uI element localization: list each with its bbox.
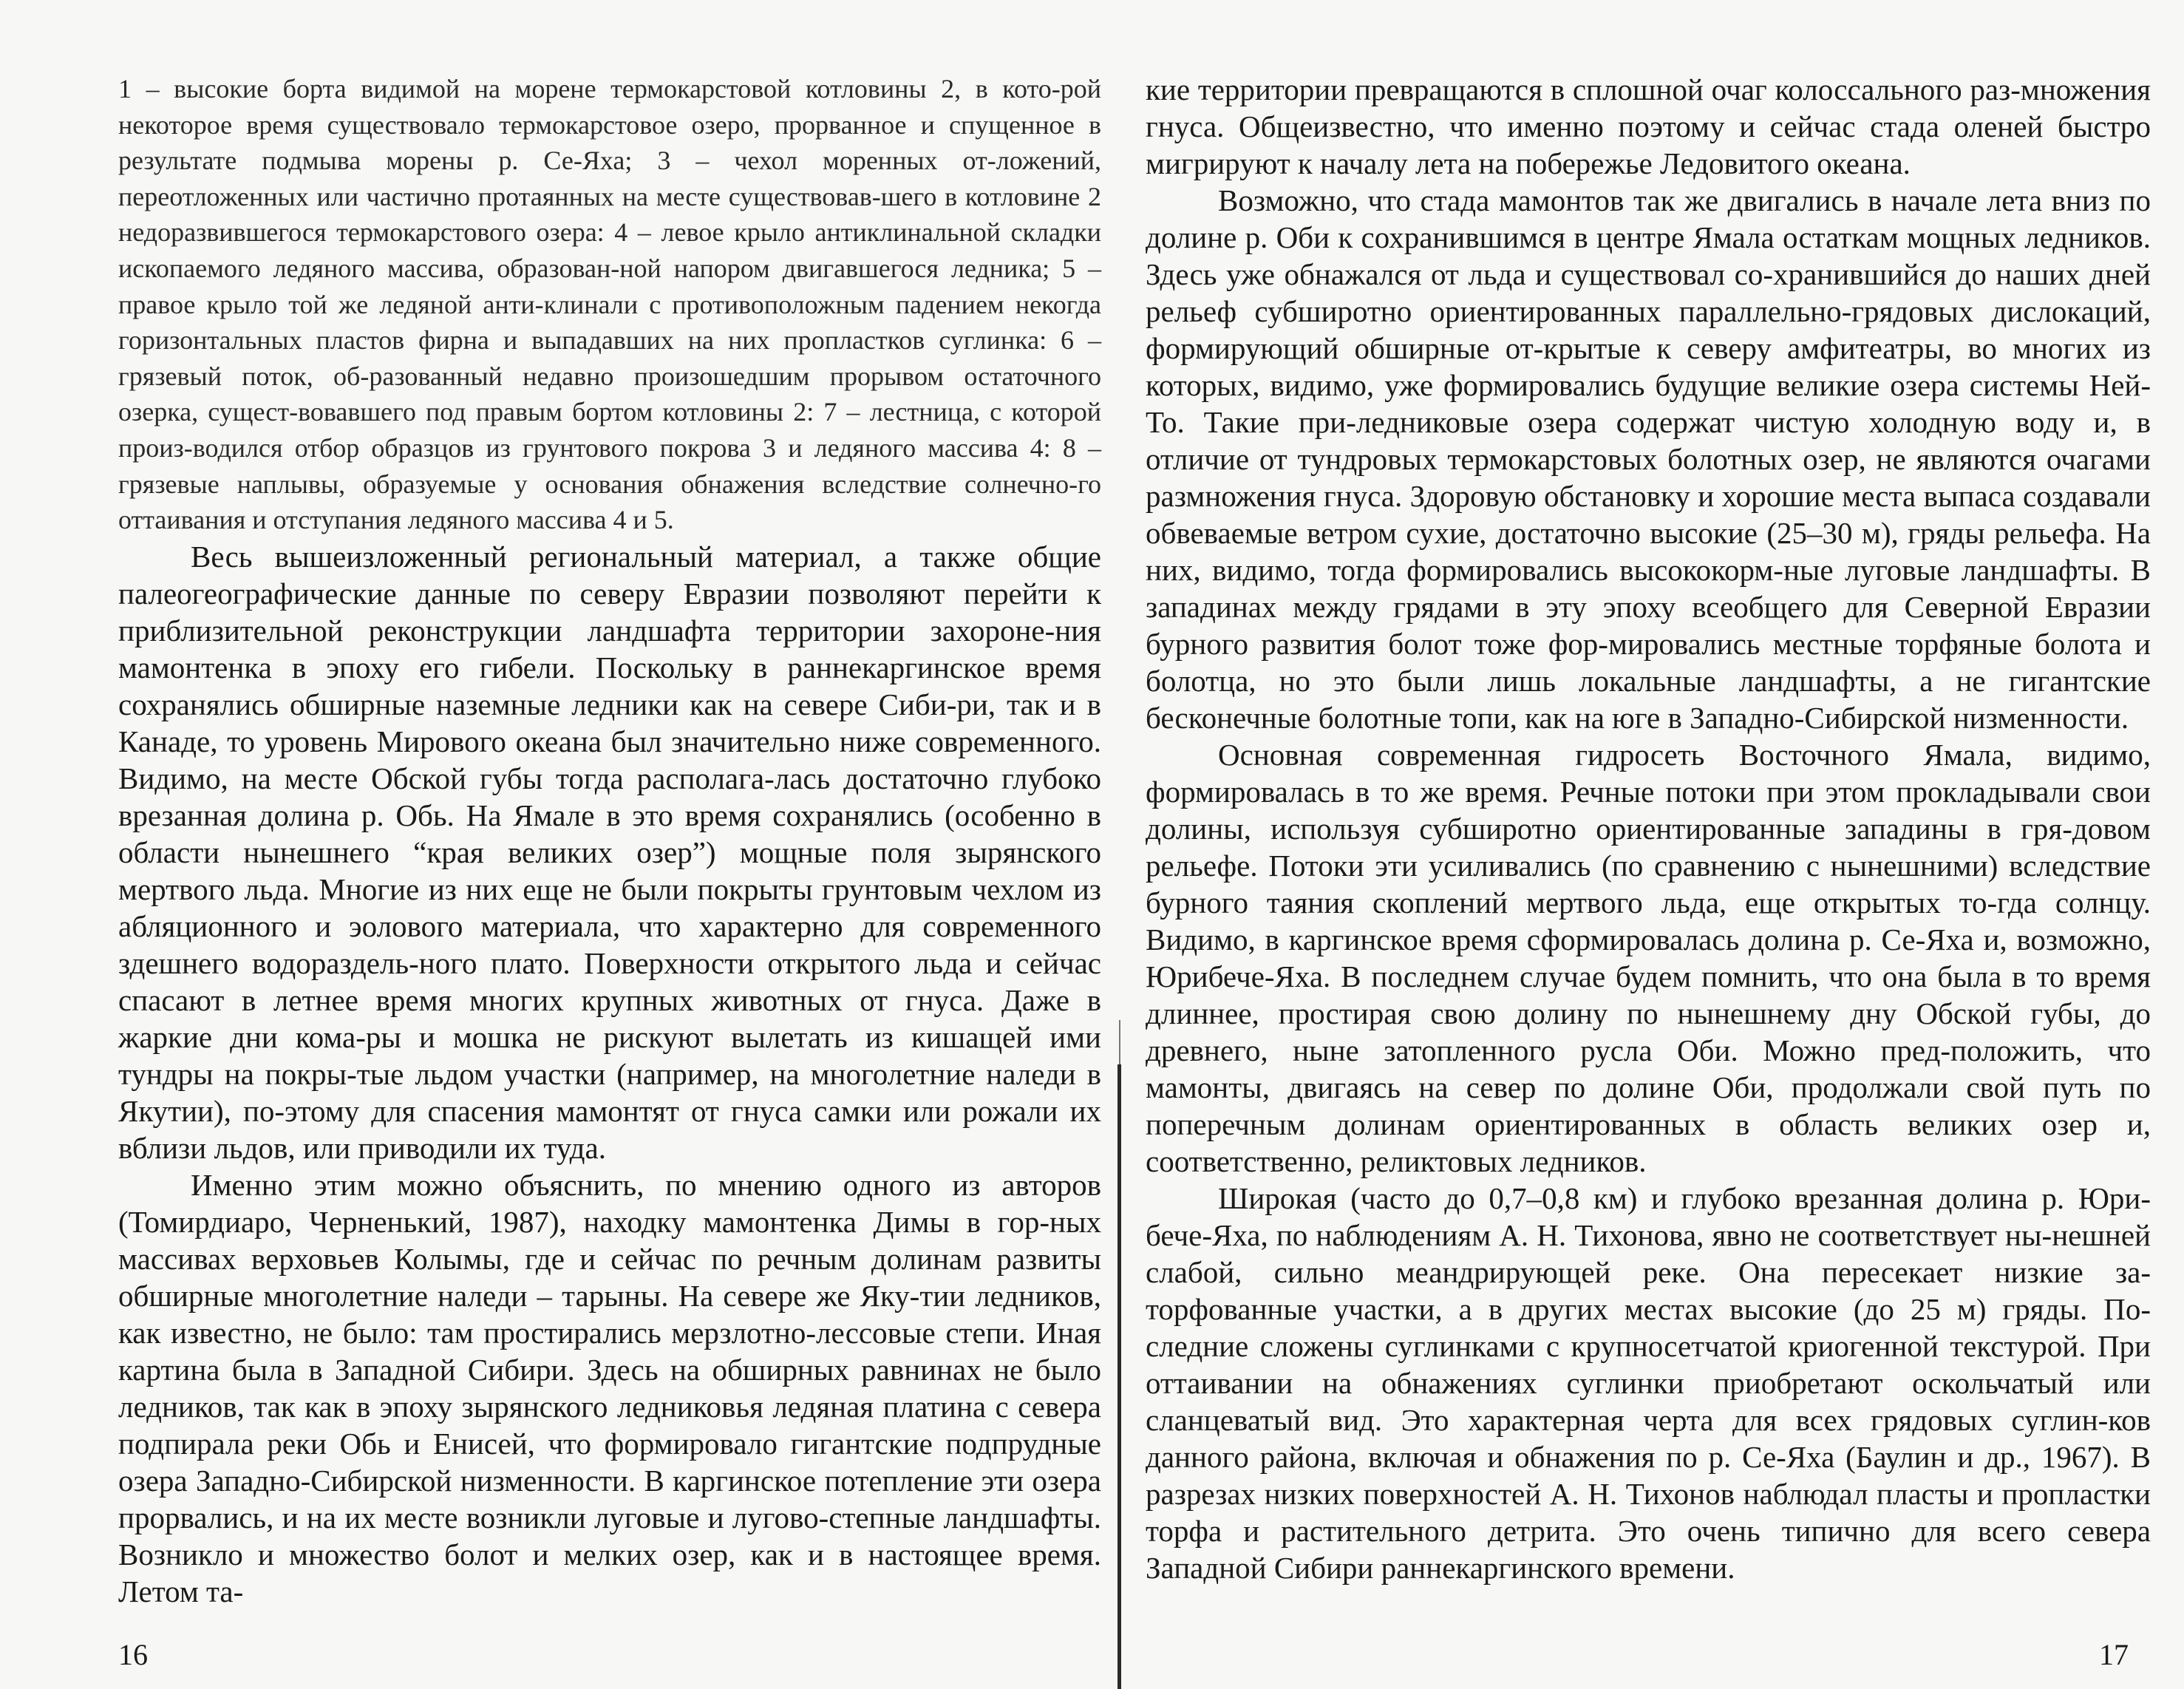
figure-caption: 1 – высокие борта видимой на морене термокарстовой котловины 2, в кото-рой некоторое время существовало термокарстовое озеро, прорванное и спущенное в результате подмыва морены р. Се-Яха; 3 – чехол моренных от-ложений, переотложенных или частично протаянных на месте существовав-шего в котловине 2 недоразвившегося термокарстового озера: 4 – левое крыло антиклинальной складки ископаемого ледяного массива, образован-ной напором двигавшегося ледника; 5 – правое крыло той же ледяной анти-клинали с противоположным падением некогда горизонтальных пластов фирна и выпадавших на них пропластков суглинка: 6 – грязевый поток, об-разованный недавно произошедшим прорывом остаточного озерка, сущест-вовавшего под правым бортом котловины 2: 7 – лестница, с которой произ-водился отбор образцов из грунтового покрова 3 и ледяного массива 4: 8 – грязевые наплывы, образуемые у основания обнажения вследствие солнечно-го оттаивания и отступания ледяного массива 4 и 5. bbox=[118, 74, 1101, 535]
book-spine bbox=[1117, 1064, 1121, 1689]
book-spine-shadow bbox=[1119, 1020, 1120, 1064]
page-number-right: 17 bbox=[2099, 1638, 2129, 1671]
right-page bbox=[1123, 0, 2184, 1689]
right-paragraph-2: Основная современная гидросеть Восточного Ямала, видимо, формировалась в то же время. Речные потоки при этом прокладывали свои долины, используя субширотно ориентированные западины в гря-довом рельефе. Потоки эти усиливались (по сравнению с нынешними) вследствие бурного таяния скоплений мертвого льда, еще открытых то-гда солнцу. Видимо, в каргинское время сформировалась долина р. Се-Яха и, возможно, Юрибече-Яха. В последнем случае будем помнить, что она была в то время длиннее, простирая свою долину по нынешнему дну Обской губы, до древнего, ныне затопленного русла Оби. Можно пред-положить, что мамонты, двигаясь на север по долине Оби, продолжали свой путь по поперечным долинам ориентированных в область великих озер и, соответственно, реликтовых ледников. bbox=[1146, 738, 2151, 1178]
left-paragraph-2: Именно этим можно объяснить, по мнению одного из авторов (Томирдиаро, Черненький, 1987), находку мамонтенка Димы в гор-ных массивах верховьев Колымы, где и сейчас по речным долинам развиты обширные многолетние наледи – тарыны. На севере же Яку-тии ледников, как известно, не было: там простирались мерзлотно-лессовые степи. Иная картина была в Западной Сибири. Здесь на обширных равнинах не было ледников, так как в эпоху зырянского ледниковья ледяная платина с севера подпирала реки Обь и Енисей, что формировало гигантские подпрудные озера Западно-Сибирской низменности. В каргинское потепление эти озера прорвались, и на их месте возникли луговые и лугово-степные ландшафты. Возникло и множество болот и мелких озер, как и в настоящее время. Летом та- bbox=[118, 1167, 1101, 1608]
right-page-text bbox=[1146, 71, 2151, 1586]
left-paragraph-1: Весь вышеизложенный региональный материал, а также общие палеогеографические данные по северу Евразии позволяют перейти к приблизительной реконструкции ландшафта территории захороне-ния мамонтенка в эпоху его гибели. Поскольку в раннекаргинское время сохранялись обширные наземные ледники как на севере Сиби-ри, так и в Канаде, то уровень Мирового океана был значительно ниже современного. Видимо, на месте Обской губы тогда располага-лась достаточно глубоко врезанная долина р. Обь. На Ямале в это время сохранялись (особенно в области нынешнего “края великих озер”) мощные поля зырянского мертвого льда. Многие из них еще не были покрыты грунтовым чехлом из абляционного и эолового материала, что характерно для современного здешнего водораздель-ного плато. Поверхности открытого льда и сейчас спасают в летнее время многих крупных животных от гнуса. Даже в жаркие дни кома-ры и мошка не рискуют вылетать из кишащей ими тундры на покры-тые льдом участки (например, на многолетние наледи в Якутии), по-этому для спасения мамонтят от гнуса самки или рожали их вблизи льдов, или приводили их туда. bbox=[118, 539, 1101, 1165]
left-page-text bbox=[118, 71, 1101, 1610]
page-number-left: 16 bbox=[118, 1638, 148, 1671]
right-paragraph-3: Широкая (часто до 0,7–0,8 км) и глубоко врезанная долина р. Юри-бече-Яха, по наблюдениям А. Н. Тихонова, явно не соответствует ны-нешней слабой, сильно меандрирующей реке. Она пересекает низкие за-торфованные участки, а в других местах высокие (до 25 м) гряды. По-следние сложены суглинками с крупносетчатой криогенной текстурой. При оттаивании на обнажениях суглинки приобретают оскольчатый или сланцеватый вид. Это характерная черта для всех грядовых суглин-ков данного района, включая и обнажения по р. Се-Яха (Баулин и др., 1967). В разрезах низких поверхностей А. Н. Тихонов наблюдал пласты и пропластки торфа и растительного детрита. Это очень типично для всего севера Западной Сибири раннекаргинского времени. bbox=[1146, 1181, 2151, 1585]
right-paragraph-continued: кие территории превращаются в сплошной очаг колоссального раз-множения гнуса. Общеизвестно, что именно поэтому и сейчас стада оленей быстро мигрируют к началу лета на побережье Ледовитого океана. bbox=[1146, 72, 2151, 180]
right-paragraph-1: Возможно, что стада мамонтов так же двигались в начале лета вниз по долине р. Оби к сохранившимся в центре Ямала остаткам мощных ледников. Здесь уже обнажался от льда и существовал со-хранившийся до наших дней рельеф субширотно ориентированных параллельно-грядовых дислокаций, формирующий обширные от-крытые к северу амфитеатры, во многих из которых, видимо, уже формировались будущие великие озера системы Ней-То. Такие при-ледниковые озера содержат чистую холодную воду и, в отличие от тундровых термокарстовых болотных озер, не являются очагами размножения гнуса. Здоровую обстановку и хорошие места выпаса создавали обвеваемые ветром сухие, достаточно высокие (25–30 м), гряды рельефа. На них, видимо, тогда формировались высококорм-ные луговые ландшафты. В западинах между грядами в эту эпоху всеобщего для Северной Евразии бурного развития болот тоже фор-мировались местные торфяные болота и болотца, но это были лишь локальные ландшафты, а не гигантские бесконечные болотные топи, как на юге в Западно-Сибирской низменности. bbox=[1146, 183, 2151, 735]
